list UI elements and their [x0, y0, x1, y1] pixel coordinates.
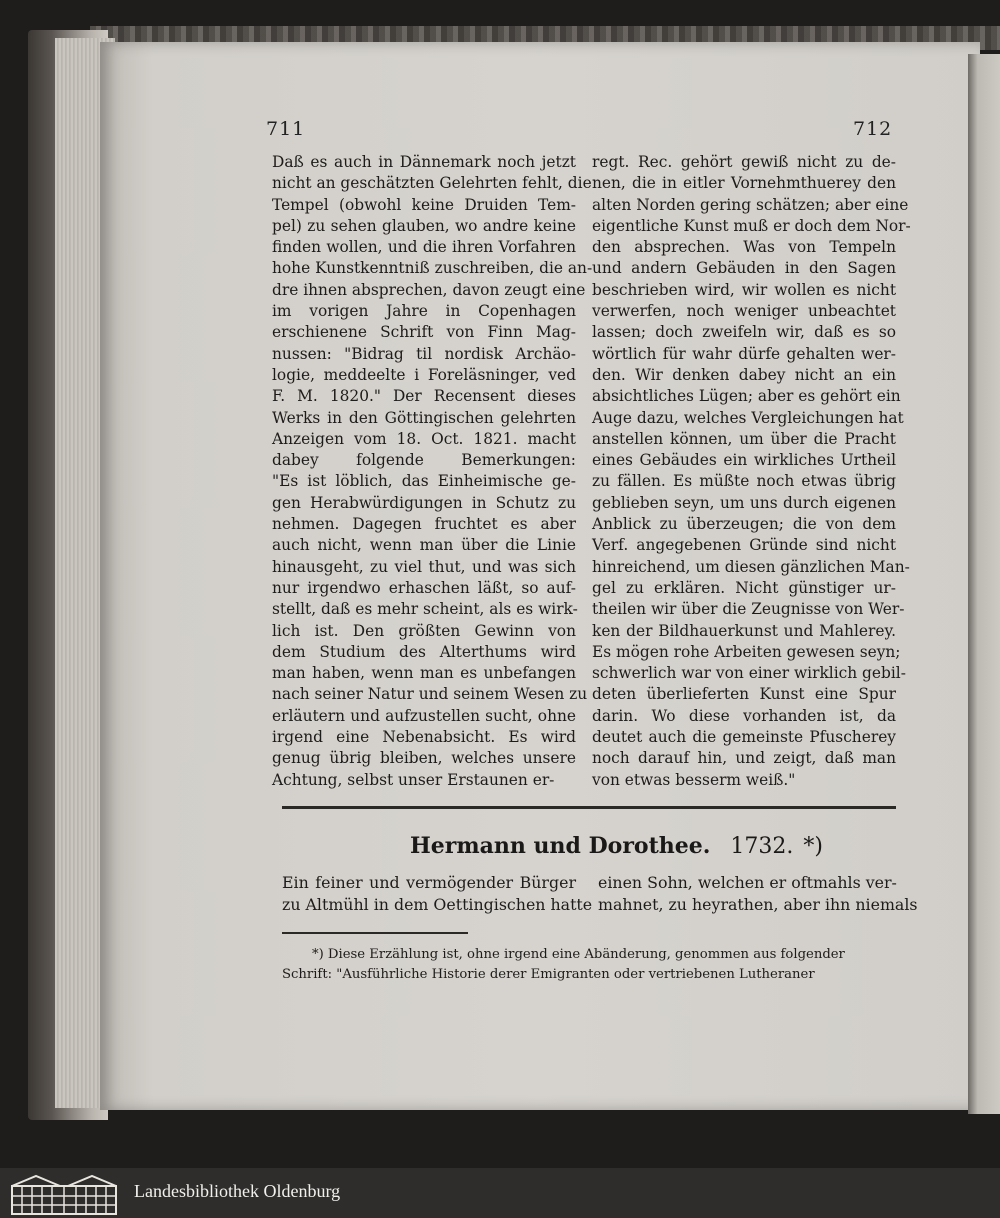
- footnote-line: Schrift: "Ausführliche Historie derer Emigranten oder vertriebenen Lutheraner: [282, 966, 815, 982]
- text-line: Tempel (obwohl keine Druiden Tem-: [272, 195, 576, 214]
- text-line: Werks in den Göttingischen gelehrten: [272, 408, 576, 427]
- footnote: [282, 945, 900, 984]
- text-line: nen, die in eitler Vornehmthuerey den: [592, 174, 896, 193]
- text-line: und andern Gebäuden in den Sagen: [592, 259, 896, 278]
- text-line: gel zu erklären. Nicht günstiger ur-: [592, 578, 896, 597]
- text-line: wörtlich für wahr dürfe gehalten wer-: [592, 344, 896, 363]
- text-line: im vorigen Jahre in Copenhagen: [272, 302, 576, 321]
- text-line: dre ihnen absprechen, davon zeugt eine: [272, 280, 586, 299]
- text-line: pel) zu sehen glauben, wo andre keine: [272, 216, 576, 235]
- text-line: nicht an geschätzten Gelehrten fehlt, die: [272, 174, 592, 193]
- text-line: finden wollen, und die ihren Vorfahren: [272, 238, 576, 257]
- section-right-column: [598, 872, 918, 916]
- text-line: auch nicht, wenn man über die Linie: [272, 536, 576, 555]
- section-title: Hermann und Dorothee.: [410, 833, 711, 859]
- text-line: darin. Wo diese vorhanden ist, da: [592, 706, 896, 725]
- text-line: Auge dazu, welches Vergleichungen hat: [592, 408, 904, 427]
- text-line: gen Herabwürdigungen in Schutz zu: [272, 493, 576, 512]
- text-line: eigentliche Kunst muß er doch dem Nor-: [592, 216, 911, 235]
- text-line: irgend eine Nebenabsicht. Es wird: [272, 728, 576, 747]
- text-line: logie, meddeelte i Foreläsninger, ved: [272, 365, 576, 384]
- facing-page-edge: [968, 54, 1000, 1114]
- footnote-line: *) Diese Erzählung ist, ohne irgend eine Abänderung, genommen aus folgender: [312, 947, 845, 962]
- text-line: nur irgendwo erhaschen läßt, so auf-: [272, 578, 576, 597]
- text-line: erschienene Schrift von Finn Mag-: [272, 323, 576, 342]
- text-line: Ein feiner und vermögender Bürger: [282, 873, 576, 892]
- text-line: deutet auch die gemeinste Pfuscherey: [592, 728, 896, 747]
- text-line: regt. Rec. gehört gewiß nicht zu de-: [592, 153, 896, 171]
- text-line: beschrieben wird, wir wollen es nicht: [592, 280, 896, 299]
- library-footer: [0, 1168, 1000, 1218]
- text-line: Daß es auch in Dännemark noch jetzt: [272, 153, 576, 171]
- library-building-icon: [6, 1172, 122, 1216]
- section-divider: [282, 806, 896, 809]
- text-line: dem Studium des Alterthums wird: [272, 642, 576, 661]
- text-line: verwerfen, noch weniger unbeachtet: [592, 302, 896, 321]
- text-line: absichtliches Lügen; aber es gehört ein: [592, 387, 901, 406]
- text-line: zu Altmühl in dem Oettingischen hatte: [282, 895, 593, 914]
- text-line: hohe Kunstkenntniß zuschreiben, die an-: [272, 259, 593, 278]
- left-text-column: [272, 152, 593, 791]
- text-line: von etwas besserm weiß.": [592, 770, 796, 789]
- text-line: man haben, wenn man es unbefangen: [272, 664, 576, 683]
- right-page-number: 712: [853, 118, 893, 140]
- section-year: 1732.: [730, 834, 794, 859]
- text-line: erläutern und aufzustellen sucht, ohne: [272, 706, 576, 725]
- text-line: mahnet, zu heyrathen, aber ihn niemals: [598, 895, 918, 914]
- text-line: genug übrig bleiben, welches unsere: [272, 749, 576, 768]
- text-line: deten überlieferten Kunst eine Spur: [592, 685, 896, 704]
- text-line: Anzeigen vom 18. Oct. 1821. macht: [272, 429, 576, 448]
- text-line: stellt, daß es mehr scheint, als es wirk-: [272, 600, 578, 619]
- footnote-divider: [282, 932, 468, 934]
- library-name: Landesbibliothek Oldenburg: [134, 1181, 341, 1201]
- left-page-number: 711: [266, 118, 306, 140]
- text-line: ken der Bildhauerkunst und Mahlerey.: [592, 621, 896, 640]
- text-line: anstellen können, um über die Pracht: [592, 429, 896, 448]
- text-line: Es mögen rohe Arbeiten gewesen seyn;: [592, 642, 901, 661]
- text-line: lassen; doch zweifeln wir, daß es so: [592, 323, 896, 342]
- text-line: alten Norden gering schätzen; aber eine: [592, 195, 909, 214]
- text-line: geblieben seyn, um uns durch eigenen: [592, 493, 896, 512]
- text-line: Anblick zu überzeugen; die von dem: [592, 515, 896, 534]
- text-line: den absprechen. Was von Tempeln: [592, 238, 896, 257]
- text-line: Verf. angegebenen Gründe sind nicht: [592, 536, 896, 555]
- text-line: hinausgeht, zu viel thut, und was sich: [272, 557, 576, 576]
- text-line: F. M. 1820." Der Recensent dieses: [272, 387, 576, 406]
- text-line: einen Sohn, welchen er oftmahls ver-: [598, 873, 897, 892]
- text-line: dabey folgende Bemerkungen:: [272, 451, 576, 470]
- text-line: "Es ist löblich, das Einheimische ge-: [272, 472, 576, 491]
- right-text-column: [592, 152, 911, 791]
- section-heading: [410, 833, 823, 859]
- text-line: noch darauf hin, und zeigt, daß man: [592, 749, 896, 768]
- text-line: lich ist. Den größten Gewinn von: [272, 621, 576, 640]
- text-line: den. Wir denken dabey nicht an ein: [592, 365, 896, 384]
- text-line: eines Gebäudes ein wirkliches Urtheil: [592, 451, 896, 470]
- text-line: schwerlich war von einer wirklich gebil-: [592, 664, 906, 683]
- text-line: zu fällen. Es müßte noch etwas übrig: [592, 472, 896, 491]
- text-line: theilen wir über die Zeugnisse von Wer-: [592, 600, 905, 619]
- text-line: Achtung, selbst unser Erstaunen er-: [272, 770, 555, 789]
- text-line: hinreichend, um diesen gänzlichen Man-: [592, 557, 910, 576]
- footnote-mark: *): [803, 834, 823, 859]
- section-left-column: [282, 872, 593, 916]
- text-line: nach seiner Natur und seinem Wesen zu: [272, 685, 588, 704]
- text-line: nehmen. Dagegen fruchtet es aber: [272, 515, 576, 534]
- text-line: nussen: "Bidrag til nordisk Archäo-: [272, 344, 576, 363]
